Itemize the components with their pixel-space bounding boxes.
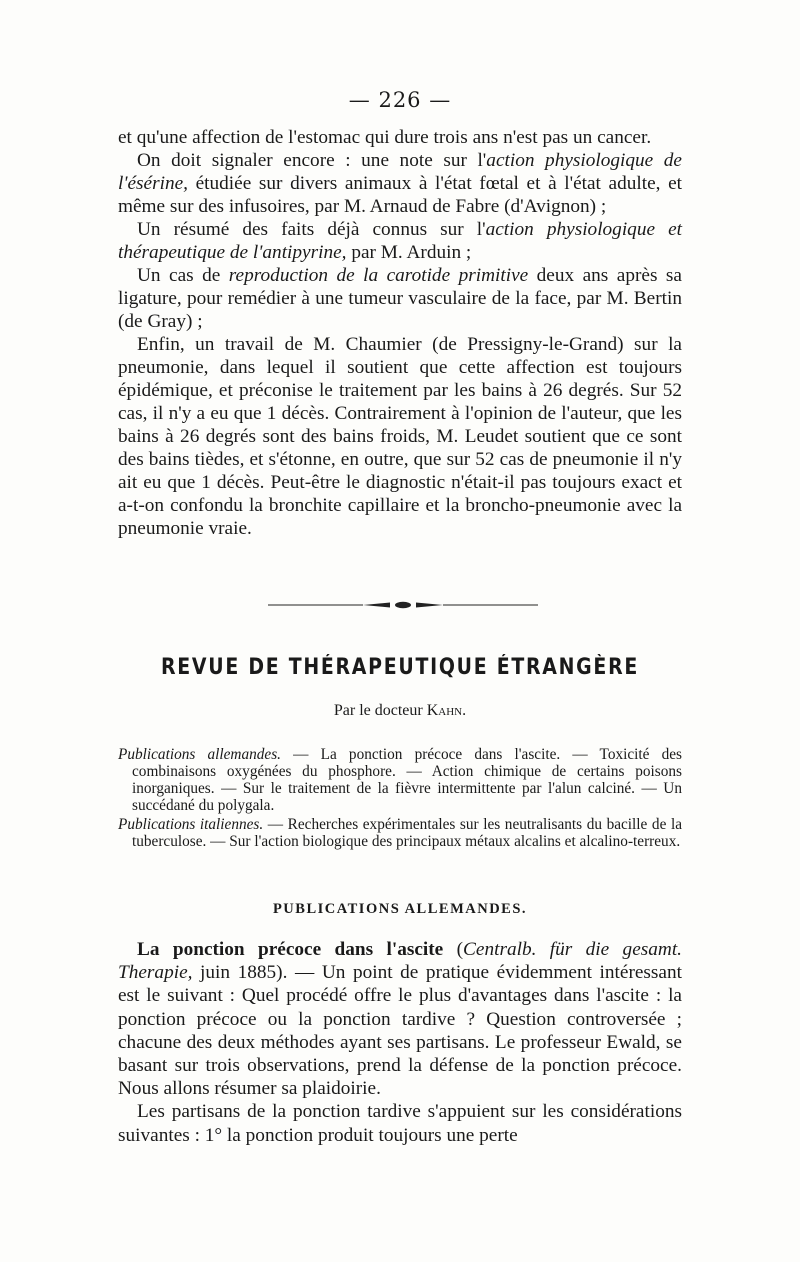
paragraph-4 bbox=[118, 264, 682, 333]
text-run: étudiée sur divers animaux à l'état fœtal et à l'état adulte, et même sur des infusoires, par M. Arnaud de Fabre (d'Avignon) ; bbox=[118, 173, 682, 217]
ornament-divider bbox=[268, 600, 538, 610]
article-lead: La ponction précoce dans l'ascite bbox=[137, 939, 444, 960]
paragraph-1: et qu'une affection de l'estomac qui dure trois ans n'est pas un cancer. bbox=[118, 127, 652, 148]
body-text bbox=[118, 126, 682, 540]
summary-label: Publications italiennes. bbox=[118, 816, 264, 834]
summary-text: — Recherches expérimentales sur les neutralisants du bacille de la tuberculose. — Sur l'action biologique des principaux métaux alcalins et alcalino-terreux. bbox=[132, 816, 682, 851]
italic-run: action physiologique et thérapeutique de l'antipyrine, bbox=[118, 219, 682, 263]
paragraph-5: Enfin, un travail de M. Chaumier (de Pressigny-le-Grand) sur la pneumonie, dans lequel il soutient que cette affection est toujours épidémique, et préconise le traitement par les bains à 26 degrés. Sur 52 cas, il n'y a eu que 1 décès. Contrairement à l'opinion de l'auteur, que les bains à 26 degrés sont des bains froids, M. Leudet soutient que ce sont des bains tièdes, et s'étonne, en outre, que sur 52 cas de pneumonie il n'y ait eu que 1 décès. Peut-être le diagnostic n'était-il pas toujours exact et a-t-on confondu la bronchite capillaire et la broncho-pneumonie avec la pneumonie vraie. bbox=[118, 334, 682, 539]
summary-item bbox=[118, 746, 682, 814]
paragraph-3 bbox=[118, 218, 682, 264]
text-run: deux ans après sa ligature, pour remédier à une tumeur vasculaire de la face, par M. Bertin (de Gray) ; bbox=[118, 265, 682, 332]
summary-item bbox=[118, 816, 682, 850]
text-run: On doit signaler encore : une note sur l' bbox=[137, 150, 487, 171]
text-run: ( bbox=[443, 939, 464, 960]
italic-run: action physiologique de l'ésérine, bbox=[118, 150, 682, 194]
paragraph-2 bbox=[118, 149, 682, 218]
text-run: Un résumé des faits déjà connus sur l' bbox=[137, 219, 486, 240]
section-title: REVUE DE THÉRAPEUTIQUE ÉTRANGÈRE bbox=[160, 655, 640, 680]
author-name: Kahn. bbox=[426, 702, 467, 719]
byline-prefix: Par le docteur bbox=[333, 702, 427, 719]
text-run: Un point de pratique évidemment intéressant est le suivant : Quel procédé offre le plus d'avantages dans l'ascite : la ponction précoce ou la ponction tardive ? Question controversée ; chacune des deux méthodes ayant ses partisans. Le professeur Ewald, se basant sur trois observations, prend la défense de la ponction précoce. Nous allons résumer sa plaidoirie. bbox=[118, 962, 682, 1100]
summary-label: Publications allemandes. bbox=[118, 746, 281, 763]
text-run: juin 1885). — bbox=[192, 962, 315, 984]
article-paragraph-1 bbox=[118, 938, 682, 1100]
byline bbox=[0, 702, 800, 720]
summary-text: — La ponction précoce dans l'ascite. — Toxicité des combinaisons oxygénées du phosphore. — Action chimique de certains poisons inorganiques. — Sur le traitement de la fièvre intermittente par l'alun calciné. — Un succédané du polygala. bbox=[132, 746, 682, 815]
article-paragraph-2: Les partisans de la ponction tardive s'appuient sur les considérations suivantes : 1° la ponction produit toujours une perte bbox=[118, 1101, 682, 1146]
text-run: par M. Arduin ; bbox=[346, 242, 472, 263]
summary bbox=[118, 746, 682, 853]
text-run: Un cas de bbox=[137, 265, 229, 286]
page-number: — 226 — bbox=[348, 88, 452, 112]
source-citation: Centralb. für die gesamt. Therapie, bbox=[118, 939, 682, 984]
subsection-heading: PUBLICATIONS ALLEMANDES. bbox=[272, 901, 528, 917]
italic-run: reproduction de la carotide primitive bbox=[228, 265, 529, 286]
article-text bbox=[118, 938, 682, 1147]
